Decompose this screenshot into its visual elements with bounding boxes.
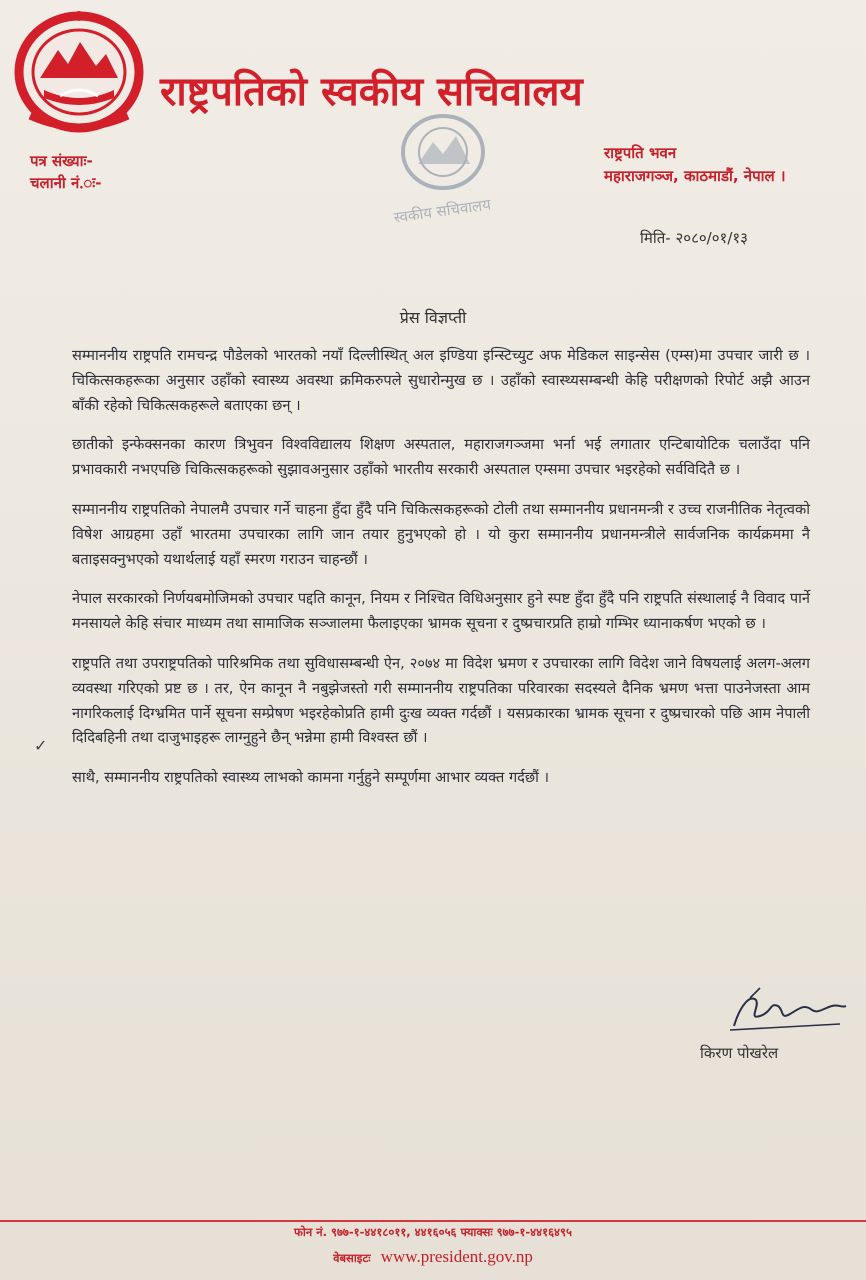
signature-icon — [720, 986, 850, 1038]
website-label: वेबसाइटः — [333, 1251, 371, 1265]
footer-contact: फोन नं. ९७७-१-४४१८०११, ४४१६०५६ फ्याक्सः ९७७-१-४४१६४९५ — [293, 1225, 572, 1239]
letterhead-title: राष्ट्रपतिको स्वकीय सचिवालय — [160, 69, 583, 115]
website-link[interactable]: www.president.gov.np — [380, 1247, 533, 1266]
signer-name: किरण पोखरेल — [700, 1044, 779, 1062]
paragraph: छातीको इन्फेक्सनका कारण त्रिभुवन विश्वविद्यालय शिक्षण अस्पताल, महाराजगञ्जमा भर्ना भई लगातार एन्टिबायोटिक चलाउँदा पनि प्रभावकारी नभएपछि चिकित्सकहरूको सुझावअनुसार उहाँको भारतीय सरकारी अस्पताल एम्समा उपचार भइरहेको सर्वविदितै छ । — [72, 436, 810, 479]
national-emblem-icon — [10, 6, 148, 138]
letter-date: मिति- २०८०/०१/१३ — [640, 229, 748, 247]
stamp-text: स्वकीय सचिवालय — [392, 195, 492, 227]
footer-divider — [0, 1220, 866, 1222]
paragraph: राष्ट्रपति तथा उपराष्ट्रपतिको पारिश्रमिक तथा सुविधासम्बन्धी ऐन, २०७४ मा विदेश भ्रमण र उपचारका लागि विदेश जाने विषयलाई अलग-अलग व्यवस्था गरिएको प्रष्ट छ । तर, ऐन कानून नै नबुझेजस्तो गरी सम्माननीय राष्ट्रपतिका परिवारका सदस्यले दैनिक भ्रमण भत्ता पाउनेजस्ता आम नागरिकलाई दिग्भ्रमित पार्ने सूचना सम्प्रेषण भइरहेकोप्रति हामी दुःख व्यक्त गर्दछौं । यसप्रकारका भ्रामक सूचना र दुष्प्रचारको पछि आम नेपाली दिदिबहिनी तथा दाजुभाइहरू लाग्नुहुने छैन् भन्नेमा हामी विश्वस्त छौं । — [72, 654, 810, 747]
dispatch-no-label: चलानी नं.ः- — [30, 174, 102, 192]
paragraph: सम्माननीय राष्ट्रपति रामचन्द्र पौडेलको भारतको नयाँ दिल्लीस्थित् अल इण्डिया इन्स्टिच्युट अफ मेडिकल साइन्सेस (एम्स)मा उपचार जारी छ । चिकित्सकहरूका अनुसार उहाँको स्वास्थ्य अवस्था क्रमिकरुपले सुधारोन्मुख छ । उहाँको स्वास्थ्यसम्बन्धी केहि परीक्षणको रिपोर्ट अझै आउन बाँकी रहेको चिकित्सकहरूले बताएका छन् । — [72, 347, 810, 414]
checkmark-icon: ✓ — [34, 736, 48, 755]
reference-labels — [30, 150, 102, 194]
office-stamp-icon — [378, 112, 508, 232]
press-release-heading: प्रेस विज्ञप्ती — [399, 308, 467, 327]
address-line-2: महाराजगञ्ज, काठमाडौं, नेपाल । — [604, 167, 786, 185]
paragraph: सम्माननीय राष्ट्रपतिको नेपालमै उपचार गर्ने चाहना हुँदा हुँदै पनि चिकित्सकहरूको टोली तथा सम्माननीय प्रधानमन्त्री र उच्च राजनीतिक नेतृत्वको विषेश आग्रहमा उहाँ भारतमा उपचारका लागि जान तयार हुनुभएको हो । यो कुरा सम्माननीय प्रधानमन्त्रीले सार्वजनिक कार्यक्रममा नै बताइसक्नुभएको यथार्थलाई यहाँ स्मरण गराउन चाहन्छौं । — [72, 500, 810, 568]
paragraph: साथै, सम्माननीय राष्ट्रपतिको स्वास्थ्य लाभको कामना गर्नुहुने सम्पूर्णमा आभार व्यक्त गर्दछौं । — [72, 769, 550, 787]
paragraph: नेपाल सरकारको निर्णयबमोजिमको उपचार पद्दति कानून, नियम र निश्चित विधिअनुसार हुने स्पष्ट हुँदा हुँदै पनि राष्ट्रपति संस्थालाई नै विवाद पार्ने मनसायले केहि संचार माध्यम तथा सामाजिक सञ्जालमा फैलाइएका भ्रामक सूचना र दुष्प्रचारप्रति हाम्रो गम्भिर ध्यानाकर्षण भएको छ । — [72, 590, 810, 633]
address-line-1: राष्ट्रपति भवन — [604, 144, 677, 162]
letter-body — [72, 344, 810, 806]
address-block — [604, 142, 844, 188]
footer-website — [0, 1247, 866, 1267]
ref-no-label: पत्र संख्याः- — [30, 152, 93, 170]
